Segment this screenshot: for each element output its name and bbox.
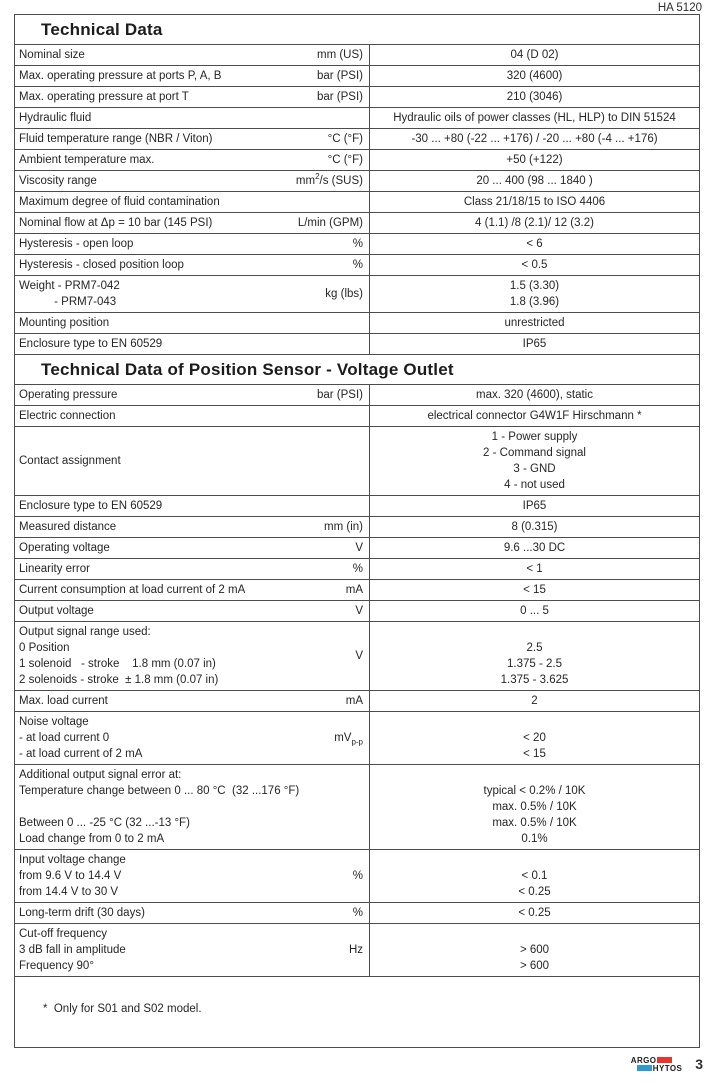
spec-value-cell — [369, 765, 699, 849]
spec-value — [374, 926, 695, 942]
spec-label: - PRM7-043 — [19, 296, 117, 308]
footnote-area — [15, 977, 699, 1047]
spec-value: typical < 0.2% / 10K — [483, 785, 586, 797]
spec-unit — [353, 561, 363, 577]
spec-label: 0 Position — [19, 642, 70, 654]
spec-label: 1 solenoid - stroke 1.8 mm (0.07 in) — [19, 658, 216, 670]
spec-label: Max. load current — [19, 695, 108, 707]
unit-text: % — [352, 259, 363, 271]
spec-value-cell — [369, 313, 699, 333]
spec-label-cell — [15, 924, 369, 976]
spec-label: Frequency 90° — [19, 960, 94, 972]
spec-label-cell — [15, 213, 369, 233]
spec-value-cell — [369, 192, 699, 212]
spec-value: < 0.1 — [521, 870, 548, 882]
unit-text: mm (US) — [317, 49, 363, 61]
doc-reference: HA 5120 — [657, 2, 702, 14]
spec-unit — [317, 387, 363, 403]
spec-value: 1.375 - 2.5 — [507, 658, 562, 670]
spec-row — [15, 150, 699, 171]
spec-value: unrestricted — [504, 317, 565, 329]
spec-label: Contact assignment — [19, 455, 121, 467]
spec-value-cell — [369, 517, 699, 537]
spec-unit — [325, 278, 363, 310]
spec-row — [15, 427, 699, 496]
spec-label: Hysteresis - closed position loop — [19, 259, 184, 271]
spec-row — [15, 171, 699, 192]
spec-label: Maximum degree of fluid contamination — [19, 196, 220, 208]
spec-value: 3 - GND — [513, 463, 556, 475]
spec-label: Enclosure type to EN 60529 — [19, 338, 163, 350]
section-title-position-sensor: Technical Data of Position Sensor - Voltage Outlet — [15, 355, 699, 385]
spec-label: Nominal flow at Δp = 10 bar (145 PSI) — [19, 217, 213, 229]
spec-value: < 20 — [523, 732, 546, 744]
spec-row — [15, 276, 699, 313]
spec-label — [19, 799, 363, 815]
spec-label-cell — [15, 66, 369, 86]
spec-label: Nominal size — [19, 49, 85, 61]
spec-label: from 14.4 V to 30 V — [19, 886, 119, 898]
spec-unit — [353, 852, 363, 900]
spec-row — [15, 255, 699, 276]
spec-label-cell — [15, 765, 369, 849]
spec-label-cell — [15, 496, 369, 516]
spec-value-cell — [369, 87, 699, 107]
spec-unit — [353, 257, 363, 273]
spec-unit — [317, 89, 363, 105]
spec-value-cell — [369, 850, 699, 902]
spec-value: 320 (4600) — [506, 70, 563, 82]
spec-label-cell — [15, 903, 369, 923]
spec-label: Input voltage change — [19, 854, 126, 866]
unit-text: V — [355, 542, 363, 554]
spec-value: 210 (3046) — [506, 91, 563, 103]
spec-value: Class 21/18/15 to ISO 4406 — [463, 196, 606, 208]
spec-label: Between 0 ... -25 °C (32 ...-13 °F) — [19, 817, 190, 829]
spec-unit — [353, 905, 363, 921]
spec-label-cell — [15, 517, 369, 537]
spec-row — [15, 406, 699, 427]
unit-text: L/min (GPM) — [297, 217, 363, 229]
spec-value-cell — [369, 903, 699, 923]
spec-row — [15, 234, 699, 255]
logo-text-argo: ARGO — [630, 1055, 657, 1065]
spec-value: max. 0.5% / 10K — [492, 801, 577, 813]
spec-label: Current consumption at load current of 2 mA — [19, 584, 246, 596]
spec-unit — [355, 624, 363, 688]
spec-unit — [328, 152, 363, 168]
spec-label-cell — [15, 427, 369, 495]
unit-text: Hz — [348, 944, 363, 956]
spec-label-cell — [15, 538, 369, 558]
spec-label-cell — [15, 406, 369, 426]
spec-value: 8 (0.315) — [511, 521, 558, 533]
spec-label-cell — [15, 334, 369, 354]
spec-value-cell — [369, 108, 699, 128]
spec-label-cell — [15, 45, 369, 65]
spec-label-cell — [15, 171, 369, 191]
unit-text: bar (PSI) — [316, 389, 363, 401]
spec-label-cell — [15, 150, 369, 170]
spec-unit — [353, 236, 363, 252]
logo-red-block-icon — [657, 1057, 672, 1063]
spec-value: < 15 — [523, 584, 546, 596]
spec-value-cell — [369, 496, 699, 516]
spec-label: Long-term drift (30 days) — [19, 907, 145, 919]
spec-label: Electric connection — [19, 410, 116, 422]
spec-row — [15, 622, 699, 691]
spec-unit — [355, 540, 363, 556]
spec-value-cell — [369, 385, 699, 405]
spec-row — [15, 559, 699, 580]
spec-label-cell — [15, 712, 369, 764]
argo-hytos-logo — [631, 1057, 682, 1072]
spec-value: 0 ... 5 — [520, 605, 549, 617]
spec-label: Max. operating pressure at ports P, A, B — [19, 70, 222, 82]
spec-value-cell — [369, 580, 699, 600]
spec-label: Viscosity range — [19, 175, 97, 187]
position-sensor-table — [15, 385, 699, 977]
spec-label: Weight - PRM7-042 — [19, 280, 120, 292]
spec-label-cell — [15, 559, 369, 579]
spec-value-cell — [369, 538, 699, 558]
spec-row — [15, 517, 699, 538]
spec-value: < 0.25 — [518, 907, 551, 919]
spec-value-cell — [369, 334, 699, 354]
spec-row — [15, 334, 699, 355]
logo-blue-block-icon — [637, 1065, 652, 1071]
spec-value-cell — [369, 427, 699, 495]
unit-text: $mV_{p-p}$ — [334, 732, 363, 747]
spec-value — [374, 852, 695, 868]
spec-unit — [355, 603, 363, 619]
spec-value — [374, 767, 695, 783]
spec-value-cell — [369, 924, 699, 976]
spec-value: 1.8 (3.96) — [509, 296, 560, 308]
spec-unit — [298, 215, 363, 231]
spec-value-cell — [369, 601, 699, 621]
spec-label-cell — [15, 234, 369, 254]
spec-row — [15, 66, 699, 87]
unit-text: V — [355, 650, 363, 662]
spec-label: 2 solenoids - stroke ± 1.8 mm (0.07 in) — [19, 674, 219, 686]
footnote: * Only for S01 and S02 model. — [43, 1003, 202, 1015]
spec-label: Measured distance — [19, 521, 117, 533]
spec-label-cell — [15, 850, 369, 902]
spec-value: max. 0.5% / 10K — [492, 817, 577, 829]
unit-text: mm (in) — [324, 521, 363, 533]
spec-label: Ambient temperature max. — [19, 154, 155, 166]
spec-value: 0.1% — [521, 833, 548, 845]
spec-row — [15, 129, 699, 150]
spec-value: 4 - not used — [504, 479, 565, 491]
spec-value: +50 (+122) — [506, 154, 563, 166]
spec-label: - at load current 0 — [19, 732, 110, 744]
spec-label: Temperature change between 0 ... 80 °C (32 ...176 °F) — [19, 785, 300, 797]
spec-label: Hysteresis - open loop — [19, 238, 134, 250]
spec-label: Mounting position — [19, 317, 110, 329]
spec-value-cell — [369, 213, 699, 233]
spec-row — [15, 45, 699, 66]
spec-label-cell — [15, 580, 369, 600]
spec-unit — [317, 68, 363, 84]
unit-text: % — [352, 563, 363, 575]
page-footer — [14, 1056, 703, 1072]
unit-text: % — [352, 870, 363, 882]
unit-text: bar (PSI) — [316, 91, 363, 103]
spec-value: 4 (1.1) /8 (2.1)/ 12 (3.2) — [475, 217, 594, 229]
spec-label-cell — [15, 313, 369, 333]
logo-text-hytos: HYTOS — [652, 1063, 683, 1073]
page-number: 3 — [695, 1056, 703, 1072]
spec-row — [15, 765, 699, 850]
unit-text: V — [355, 605, 363, 617]
spec-row — [15, 87, 699, 108]
section-title-technical-data: Technical Data — [15, 15, 699, 45]
spec-value: electrical connector G4W1F Hirschmann * — [427, 410, 642, 422]
spec-value: > 600 — [519, 960, 550, 972]
spec-label-cell — [15, 276, 369, 312]
spec-value: IP65 — [522, 500, 547, 512]
spec-value: 2 — [531, 695, 538, 707]
spec-value: IP65 — [522, 338, 547, 350]
spec-row — [15, 924, 699, 977]
spec-label: from 9.6 V to 14.4 V — [19, 870, 122, 882]
spec-label-cell — [15, 129, 369, 149]
spec-row — [15, 601, 699, 622]
spec-value: < 1 — [526, 563, 543, 575]
unit-text: °C (°F) — [327, 133, 363, 145]
unit-text: $mm^2/s$ (SUS) — [295, 172, 363, 187]
technical-data-table — [15, 45, 699, 355]
spec-label-cell — [15, 691, 369, 711]
spec-label-cell — [15, 385, 369, 405]
spec-value: < 6 — [526, 238, 543, 250]
spec-unit — [346, 693, 363, 709]
spec-unit — [346, 582, 363, 598]
spec-label: Fluid temperature range (NBR / Viton) — [19, 133, 213, 145]
spec-row — [15, 192, 699, 213]
spec-row — [15, 712, 699, 765]
spec-row — [15, 496, 699, 517]
spec-value: Hydraulic oils of power classes (HL, HLP) to DIN 51524 — [393, 112, 676, 124]
spec-value: 1 - Power supply — [491, 431, 578, 443]
spec-value-cell — [369, 66, 699, 86]
spec-value: -30 ... +80 (-22 ... +176) / -20 ... +80 (-4 ... +176) — [411, 133, 658, 145]
spec-value: 1.375 - 3.625 — [500, 674, 569, 686]
unit-text: mA — [345, 695, 363, 707]
spec-value-cell — [369, 622, 699, 690]
spec-row — [15, 213, 699, 234]
spec-label: Operating pressure — [19, 389, 118, 401]
spec-unit — [317, 47, 363, 63]
spec-value-cell — [369, 276, 699, 312]
spec-label: Max. operating pressure at port T — [19, 91, 189, 103]
spec-value-cell — [369, 691, 699, 711]
unit-text: °C (°F) — [327, 154, 363, 166]
spec-label: Output signal range used: — [19, 626, 151, 638]
spec-value-cell — [369, 559, 699, 579]
unit-text: bar (PSI) — [316, 70, 363, 82]
spec-label-cell — [15, 108, 369, 128]
spec-value: 04 (D 02) — [510, 49, 559, 61]
spec-label: 3 dB fall in amplitude — [19, 944, 126, 956]
spec-label: Load change from 0 to 2 mA — [19, 833, 165, 845]
spec-value — [374, 714, 695, 730]
spec-value: 20 ... 400 (98 ... 1840 ) — [476, 175, 593, 187]
spec-row — [15, 850, 699, 903]
spec-value-cell — [369, 406, 699, 426]
unit-text: mA — [345, 584, 363, 596]
spec-label: - at load current of 2 mA — [19, 748, 143, 760]
spec-unit — [334, 714, 363, 762]
spec-label: Hydraulic fluid — [19, 112, 92, 124]
spec-row — [15, 313, 699, 334]
unit-text: % — [352, 238, 363, 250]
spec-unit — [349, 926, 363, 974]
spec-value-cell — [369, 255, 699, 275]
spec-label: Enclosure type to EN 60529 — [19, 500, 163, 512]
spec-row — [15, 538, 699, 559]
spec-row — [15, 108, 699, 129]
spec-value-cell — [369, 129, 699, 149]
spec-row — [15, 691, 699, 712]
spec-label-cell — [15, 192, 369, 212]
spec-value: > 600 — [519, 944, 550, 956]
spec-value: max. 320 (4600), static — [476, 389, 593, 401]
spec-value: 2.5 — [526, 642, 543, 654]
spec-row — [15, 580, 699, 601]
spec-label-cell — [15, 255, 369, 275]
spec-value-cell — [369, 171, 699, 191]
spec-label: Noise voltage — [19, 716, 89, 728]
spec-label-cell — [15, 622, 369, 690]
spec-unit — [324, 519, 363, 535]
spec-label: Cut-off frequency — [19, 928, 108, 940]
spec-value: < 0.5 — [521, 259, 548, 271]
spec-value-cell — [369, 150, 699, 170]
spec-label: Operating voltage — [19, 542, 110, 554]
spec-value: < 0.25 — [518, 886, 551, 898]
content-frame — [14, 14, 700, 1048]
spec-label: Linearity error — [19, 563, 90, 575]
spec-row — [15, 385, 699, 406]
spec-value — [374, 624, 695, 640]
spec-label-cell — [15, 87, 369, 107]
spec-value-cell — [369, 45, 699, 65]
spec-label: Output voltage — [19, 605, 94, 617]
spec-value: 1.5 (3.30) — [509, 280, 560, 292]
spec-value: < 15 — [523, 748, 546, 760]
unit-text: kg (lbs) — [325, 288, 363, 300]
spec-value: 9.6 ...30 DC — [503, 542, 566, 554]
spec-label: Additional output signal error at: — [19, 769, 182, 781]
spec-row — [15, 903, 699, 924]
spec-unit — [296, 173, 363, 189]
spec-unit — [328, 131, 363, 147]
spec-value: 2 - Command signal — [483, 447, 586, 459]
spec-value-cell — [369, 234, 699, 254]
unit-text: % — [352, 907, 363, 919]
spec-label-cell — [15, 601, 369, 621]
spec-value-cell — [369, 712, 699, 764]
